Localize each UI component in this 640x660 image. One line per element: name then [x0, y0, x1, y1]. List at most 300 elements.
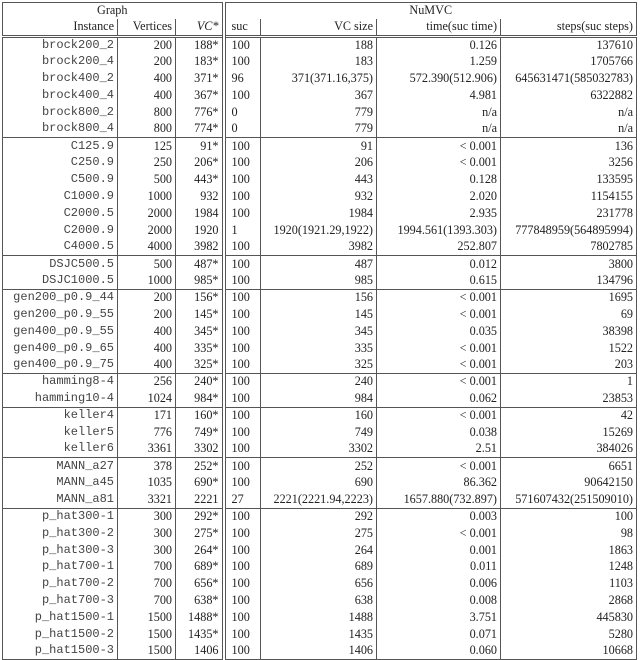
cell-suc: 0 [224, 104, 261, 121]
cell-time: 0.011 [377, 559, 501, 576]
cell-vc-star: 690* [176, 475, 224, 492]
cell-time: 0.126 [377, 36, 501, 53]
cell-vc-size: 275 [261, 525, 377, 542]
cell-vertices: 300 [118, 542, 176, 559]
cell-steps: 1705766 [501, 54, 637, 71]
cell-vertices: 800 [118, 121, 176, 138]
cell-vertices: 256 [118, 374, 176, 391]
table-row [3, 458, 637, 475]
cell-vertices: 2000 [118, 222, 176, 239]
cell-suc: 100 [224, 407, 261, 424]
cell-vc-star: 264* [176, 542, 224, 559]
cell-time: 0.006 [377, 576, 501, 593]
table-row [3, 54, 637, 71]
cell-steps: 445830 [501, 609, 637, 626]
cell-instance: brock800_2 [3, 104, 118, 121]
cell-vertices: 400 [118, 357, 176, 374]
col-header-steps: steps(suc steps) [501, 19, 637, 36]
cell-vc-star: 292* [176, 508, 224, 525]
cell-instance: keller6 [3, 441, 118, 458]
cell-vertices: 300 [118, 525, 176, 542]
cell-suc: 0 [224, 121, 261, 138]
cell-time: 0.035 [377, 323, 501, 340]
cell-vc-size: 1920(1921.29,1922) [261, 222, 377, 239]
cell-suc: 100 [224, 458, 261, 475]
cell-vc-size: 345 [261, 323, 377, 340]
cell-time: 0.615 [377, 273, 501, 290]
cell-vertices: 500 [118, 171, 176, 188]
table-row [3, 36, 637, 53]
cell-suc: 100 [224, 576, 261, 593]
cell-vc-size: 1406 [261, 643, 377, 660]
cell-steps: 137610 [501, 36, 637, 53]
cell-vertices: 800 [118, 104, 176, 121]
cell-steps: 5280 [501, 626, 637, 643]
cell-instance: C2000.9 [3, 222, 118, 239]
cell-suc: 100 [224, 441, 261, 458]
cell-vertices: 2000 [118, 205, 176, 222]
group-header-row [3, 3, 637, 20]
cell-vertices: 1035 [118, 475, 176, 492]
cell-steps: 1103 [501, 576, 637, 593]
cell-vertices: 250 [118, 155, 176, 172]
table-row [3, 357, 637, 374]
cell-vc-star: 774* [176, 121, 224, 138]
cell-vc-star: 1488* [176, 609, 224, 626]
table-row [3, 407, 637, 424]
cell-vc-star: 638* [176, 593, 224, 610]
table-row [3, 542, 637, 559]
cell-time: < 0.001 [377, 340, 501, 357]
cell-time: 0.038 [377, 424, 501, 441]
cell-vc-star: 776* [176, 104, 224, 121]
cell-vertices: 125 [118, 138, 176, 155]
cell-vc-size: 779 [261, 104, 377, 121]
cell-time: < 0.001 [377, 155, 501, 172]
table-row [3, 273, 637, 290]
cell-steps: 38398 [501, 323, 637, 340]
cell-vc-star: 689* [176, 559, 224, 576]
cell-instance: p_hat1500-3 [3, 643, 118, 660]
cell-suc: 100 [224, 188, 261, 205]
cell-steps: 100 [501, 508, 637, 525]
cell-suc: 100 [224, 239, 261, 256]
cell-vertices: 200 [118, 289, 176, 306]
cell-suc: 100 [224, 171, 261, 188]
table-row [3, 491, 637, 508]
cell-time: < 0.001 [377, 138, 501, 155]
cell-vc-size: 156 [261, 289, 377, 306]
cell-time: n/a [377, 121, 501, 138]
table-row [3, 508, 637, 525]
cell-suc: 100 [224, 525, 261, 542]
cell-suc: 100 [224, 390, 261, 407]
cell-vc-star: 2221 [176, 491, 224, 508]
cell-instance: gen400_p0.9_75 [3, 357, 118, 374]
column-header-row [3, 19, 637, 36]
cell-instance: C1000.9 [3, 188, 118, 205]
cell-vc-size: 367 [261, 87, 377, 104]
cell-vc-size: 656 [261, 576, 377, 593]
cell-vertices: 4000 [118, 239, 176, 256]
cell-time: 4.981 [377, 87, 501, 104]
cell-vc-star: 206* [176, 155, 224, 172]
cell-vc-size: 638 [261, 593, 377, 610]
cell-suc: 96 [224, 70, 261, 87]
cell-vertices: 200 [118, 306, 176, 323]
col-header-vc-size: VC size [261, 19, 377, 36]
col-header-suc: suc [224, 19, 261, 36]
cell-vc-size: 1435 [261, 626, 377, 643]
cell-suc: 100 [224, 323, 261, 340]
cell-time: 2.935 [377, 205, 501, 222]
table-row [3, 643, 637, 660]
cell-instance: MANN_a27 [3, 458, 118, 475]
cell-suc: 100 [224, 424, 261, 441]
cell-steps: 777848959(564895994) [501, 222, 637, 239]
table-row [3, 171, 637, 188]
cell-suc: 100 [224, 609, 261, 626]
cell-steps: 69 [501, 306, 637, 323]
cell-suc: 100 [224, 306, 261, 323]
cell-time: 1657.880(732.897) [377, 491, 501, 508]
cell-suc: 100 [224, 205, 261, 222]
cell-vc-size: 264 [261, 542, 377, 559]
cell-suc: 100 [224, 256, 261, 273]
cell-time: < 0.001 [377, 374, 501, 391]
cell-suc: 100 [224, 593, 261, 610]
cell-steps: 384026 [501, 441, 637, 458]
group-header-graph: Graph [3, 3, 224, 20]
cell-vc-star: 932 [176, 188, 224, 205]
cell-instance: brock200_2 [3, 36, 118, 53]
cell-time: n/a [377, 104, 501, 121]
cell-instance: C125.9 [3, 138, 118, 155]
cell-instance: brock200_4 [3, 54, 118, 71]
cell-instance: gen400_p0.9_55 [3, 323, 118, 340]
cell-vc-size: 690 [261, 475, 377, 492]
cell-instance: DSJC1000.5 [3, 273, 118, 290]
cell-steps: 10668 [501, 643, 637, 660]
cell-time: 572.390(512.906) [377, 70, 501, 87]
cell-time: 0.128 [377, 171, 501, 188]
cell-steps: n/a [501, 104, 637, 121]
cell-vc-star: 1435* [176, 626, 224, 643]
cell-suc: 100 [224, 54, 261, 71]
cell-time: < 0.001 [377, 306, 501, 323]
cell-vc-size: 3302 [261, 441, 377, 458]
cell-steps: 1695 [501, 289, 637, 306]
cell-suc: 1 [224, 222, 261, 239]
cell-vc-star: 443* [176, 171, 224, 188]
table-row [3, 323, 637, 340]
cell-vc-size: 240 [261, 374, 377, 391]
cell-suc: 100 [224, 138, 261, 155]
cell-vc-size: 183 [261, 54, 377, 71]
cell-suc: 100 [224, 273, 261, 290]
cell-instance: p_hat300-2 [3, 525, 118, 542]
cell-steps: 2868 [501, 593, 637, 610]
cell-vertices: 200 [118, 36, 176, 53]
cell-instance: p_hat1500-1 [3, 609, 118, 626]
cell-steps: 1 [501, 374, 637, 391]
cell-vertices: 1500 [118, 609, 176, 626]
cell-suc: 100 [224, 155, 261, 172]
cell-vc-star: 240* [176, 374, 224, 391]
cell-instance: p_hat700-2 [3, 576, 118, 593]
cell-instance: C4000.5 [3, 239, 118, 256]
cell-suc: 100 [224, 36, 261, 53]
cell-vc-star: 275* [176, 525, 224, 542]
table-row [3, 239, 637, 256]
cell-vc-size: 2221(2221.94,2223) [261, 491, 377, 508]
cell-vc-star: 325* [176, 357, 224, 374]
cell-instance: p_hat1500-2 [3, 626, 118, 643]
cell-suc: 100 [224, 643, 261, 660]
cell-time: 0.003 [377, 508, 501, 525]
cell-vc-star: 335* [176, 340, 224, 357]
cell-vc-size: 188 [261, 36, 377, 53]
cell-vc-star: 160* [176, 407, 224, 424]
cell-time: 2.51 [377, 441, 501, 458]
table-row [3, 155, 637, 172]
cell-vc-star: 183* [176, 54, 224, 71]
cell-steps: 645631471(585032783) [501, 70, 637, 87]
cell-instance: keller4 [3, 407, 118, 424]
cell-vc-star: 1406 [176, 643, 224, 660]
table-row [3, 222, 637, 239]
cell-suc: 100 [224, 340, 261, 357]
cell-time: < 0.001 [377, 357, 501, 374]
cell-steps: n/a [501, 121, 637, 138]
cell-vc-star: 3302 [176, 441, 224, 458]
cell-vc-star: 156* [176, 289, 224, 306]
cell-time: < 0.001 [377, 407, 501, 424]
cell-vc-size: 252 [261, 458, 377, 475]
cell-vc-star: 345* [176, 323, 224, 340]
cell-vc-size: 487 [261, 256, 377, 273]
cell-suc: 100 [224, 87, 261, 104]
cell-time: 86.362 [377, 475, 501, 492]
cell-vertices: 400 [118, 70, 176, 87]
cell-vertices: 700 [118, 593, 176, 610]
cell-instance: gen200_p0.9_55 [3, 306, 118, 323]
cell-instance: C250.9 [3, 155, 118, 172]
cell-steps: 133595 [501, 171, 637, 188]
cell-vc-size: 325 [261, 357, 377, 374]
cell-time: 0.060 [377, 643, 501, 660]
cell-suc: 100 [224, 559, 261, 576]
cell-vc-star: 985* [176, 273, 224, 290]
cell-time: 2.020 [377, 188, 501, 205]
cell-steps: 571607432(251509010) [501, 491, 637, 508]
cell-time: < 0.001 [377, 525, 501, 542]
cell-vertices: 1000 [118, 273, 176, 290]
cell-vertices: 1500 [118, 626, 176, 643]
cell-vertices: 1500 [118, 643, 176, 660]
cell-vc-size: 443 [261, 171, 377, 188]
cell-instance: brock400_4 [3, 87, 118, 104]
cell-vc-size: 779 [261, 121, 377, 138]
table-row [3, 87, 637, 104]
cell-vertices: 1024 [118, 390, 176, 407]
cell-time: 1.259 [377, 54, 501, 71]
cell-vc-star: 1920 [176, 222, 224, 239]
col-header-instance: Instance [3, 19, 118, 36]
table-row [3, 559, 637, 576]
cell-steps: 6651 [501, 458, 637, 475]
cell-steps: 15269 [501, 424, 637, 441]
cell-vc-size: 985 [261, 273, 377, 290]
cell-vc-size: 91 [261, 138, 377, 155]
cell-steps: 90642150 [501, 475, 637, 492]
cell-time: 0.071 [377, 626, 501, 643]
cell-vc-size: 206 [261, 155, 377, 172]
cell-time: 1994.561(1393.303) [377, 222, 501, 239]
cell-steps: 23853 [501, 390, 637, 407]
cell-steps: 136 [501, 138, 637, 155]
table-row [3, 340, 637, 357]
cell-vc-size: 932 [261, 188, 377, 205]
cell-steps: 134796 [501, 273, 637, 290]
cell-vc-star: 91* [176, 138, 224, 155]
table-row [3, 188, 637, 205]
cell-steps: 3800 [501, 256, 637, 273]
cell-vertices: 700 [118, 559, 176, 576]
cell-vc-star: 371* [176, 70, 224, 87]
results-table [2, 2, 637, 660]
table-row [3, 525, 637, 542]
cell-vertices: 3361 [118, 441, 176, 458]
cell-vertices: 400 [118, 340, 176, 357]
cell-vc-star: 984* [176, 390, 224, 407]
cell-time: 0.012 [377, 256, 501, 273]
cell-vertices: 400 [118, 87, 176, 104]
cell-vertices: 700 [118, 576, 176, 593]
cell-vc-size: 145 [261, 306, 377, 323]
cell-vc-size: 1984 [261, 205, 377, 222]
cell-vc-star: 145* [176, 306, 224, 323]
cell-instance: p_hat300-1 [3, 508, 118, 525]
cell-vc-size: 749 [261, 424, 377, 441]
cell-vc-star: 749* [176, 424, 224, 441]
table-body [3, 36, 637, 659]
cell-vc-size: 3982 [261, 239, 377, 256]
cell-steps: 203 [501, 357, 637, 374]
cell-vc-size: 371(371.16,375) [261, 70, 377, 87]
cell-vc-size: 984 [261, 390, 377, 407]
table-row [3, 374, 637, 391]
cell-steps: 1522 [501, 340, 637, 357]
cell-instance: gen200_p0.9_44 [3, 289, 118, 306]
cell-vertices: 776 [118, 424, 176, 441]
cell-vc-size: 1488 [261, 609, 377, 626]
col-header-time: time(suc time) [377, 19, 501, 36]
table-row [3, 475, 637, 492]
cell-suc: 27 [224, 491, 261, 508]
cell-steps: 42 [501, 407, 637, 424]
cell-instance: keller5 [3, 424, 118, 441]
cell-steps: 1248 [501, 559, 637, 576]
cell-instance: MANN_a45 [3, 475, 118, 492]
cell-time: 0.062 [377, 390, 501, 407]
cell-vc-size: 160 [261, 407, 377, 424]
cell-vc-size: 292 [261, 508, 377, 525]
cell-suc: 100 [224, 374, 261, 391]
table-row [3, 104, 637, 121]
cell-vc-star: 656* [176, 576, 224, 593]
cell-vertices: 500 [118, 256, 176, 273]
table-header [3, 3, 637, 37]
col-header-vertices: Vertices [118, 19, 176, 36]
cell-steps: 1863 [501, 542, 637, 559]
table-row [3, 205, 637, 222]
table-row [3, 576, 637, 593]
table-row [3, 609, 637, 626]
group-header-numvc: NuMVC [224, 3, 637, 20]
cell-instance: gen400_p0.9_65 [3, 340, 118, 357]
table-row [3, 626, 637, 643]
cell-instance: DSJC500.5 [3, 256, 118, 273]
cell-time: 3.751 [377, 609, 501, 626]
cell-vertices: 3321 [118, 491, 176, 508]
cell-instance: brock800_4 [3, 121, 118, 138]
cell-vc-star: 252* [176, 458, 224, 475]
table-row [3, 441, 637, 458]
cell-vertices: 200 [118, 54, 176, 71]
table-row [3, 424, 637, 441]
cell-steps: 98 [501, 525, 637, 542]
table-row [3, 70, 637, 87]
cell-suc: 100 [224, 289, 261, 306]
cell-vertices: 400 [118, 323, 176, 340]
table-row [3, 121, 637, 138]
cell-time: 252.807 [377, 239, 501, 256]
cell-suc: 100 [224, 626, 261, 643]
cell-suc: 100 [224, 475, 261, 492]
cell-instance: brock400_2 [3, 70, 118, 87]
cell-time: 0.008 [377, 593, 501, 610]
cell-suc: 100 [224, 508, 261, 525]
cell-steps: 7802785 [501, 239, 637, 256]
table-row [3, 256, 637, 273]
table-row [3, 306, 637, 323]
cell-instance: p_hat700-1 [3, 559, 118, 576]
cell-instance: hamming8-4 [3, 374, 118, 391]
cell-vc-star: 1984 [176, 205, 224, 222]
cell-vc-star: 188* [176, 36, 224, 53]
cell-vertices: 378 [118, 458, 176, 475]
cell-instance: MANN_a81 [3, 491, 118, 508]
cell-steps: 6322882 [501, 87, 637, 104]
cell-suc: 100 [224, 357, 261, 374]
cell-suc: 100 [224, 542, 261, 559]
cell-time: < 0.001 [377, 289, 501, 306]
cell-vc-star: 367* [176, 87, 224, 104]
cell-instance: p_hat300-3 [3, 542, 118, 559]
cell-time: 0.001 [377, 542, 501, 559]
table-row [3, 390, 637, 407]
col-header-vc-star: VC* [176, 19, 224, 36]
cell-vc-size: 689 [261, 559, 377, 576]
table-row [3, 138, 637, 155]
cell-vc-star: 3982 [176, 239, 224, 256]
cell-instance: C2000.5 [3, 205, 118, 222]
cell-steps: 1154155 [501, 188, 637, 205]
cell-instance: C500.9 [3, 171, 118, 188]
cell-instance: p_hat700-3 [3, 593, 118, 610]
cell-steps: 231778 [501, 205, 637, 222]
